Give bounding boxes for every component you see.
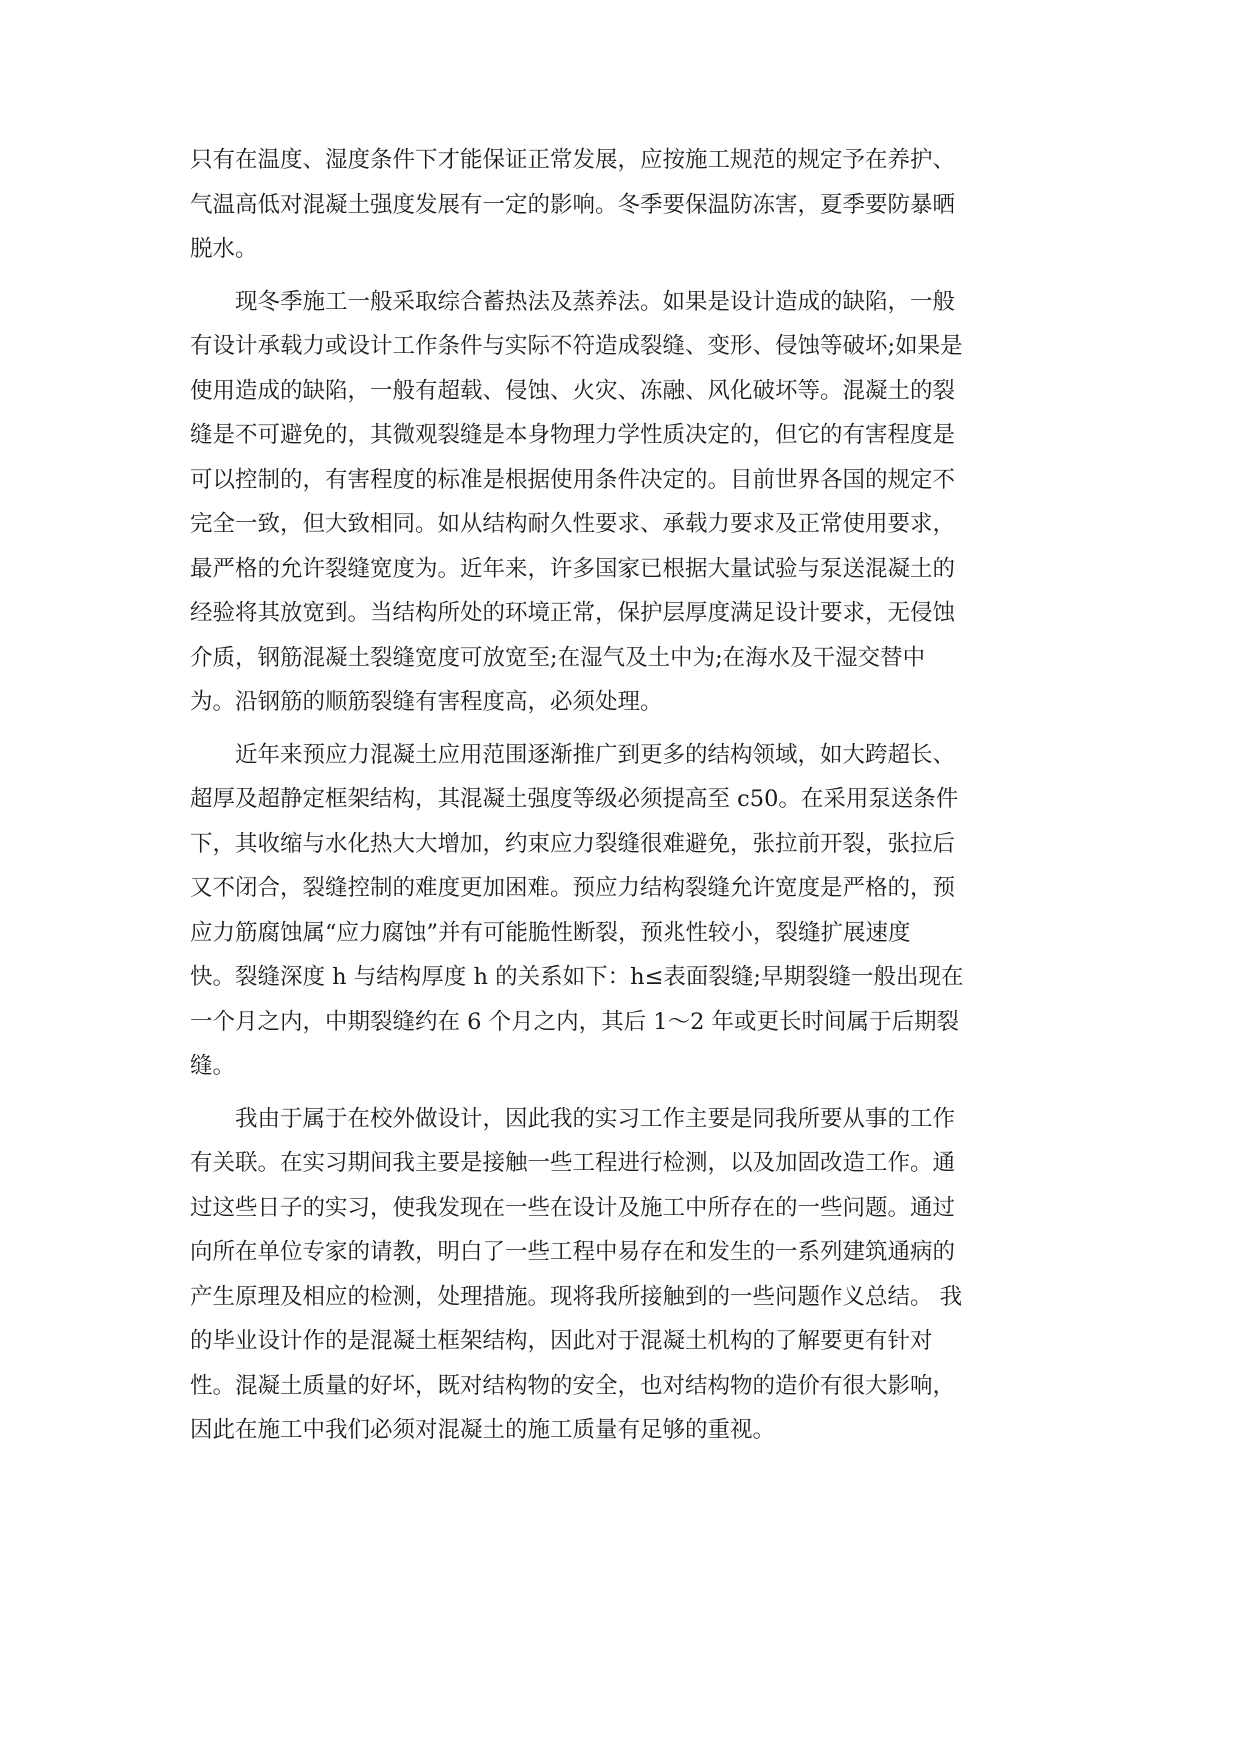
text-line: 应力筋腐蚀属“应力腐蚀”并有可能脆性断裂，预兆性较小，裂缝扩展速度 [190, 919, 911, 946]
text-line: 只有在温度、湿度条件下才能保证正常发展，应按施工规范的规定予在养护、 [190, 147, 956, 173]
paragraph-1 [190, 138, 1050, 272]
text-line: 有关联。在实习期间我主要是接触一些工程进行检测，以及加固改造工作。通 [190, 1150, 956, 1176]
text-line: 可以控制的，有害程度的标准是根据使用条件决定的。目前世界各国的规定不 [190, 466, 956, 493]
paragraph-gap [190, 272, 1050, 280]
text-line: 过这些日子的实习，使我发现在一些在设计及施工中所存在的一些问题。通过 [190, 1194, 956, 1221]
text-line: 有设计承载力或设计工作条件与实际不符造成裂缝、变形、侵蚀等破坏;如果是 [190, 333, 963, 359]
paragraph-gap [190, 1089, 1050, 1097]
paragraph-4 [190, 1097, 1050, 1453]
text-line: 完全一致，但大致相同。如从结构耐久性要求、承载力要求及正常使用要求， [190, 511, 956, 537]
text-line: 缝是不可避免的，其微观裂缝是本身物理力学性质决定的，但它的有害程度是 [190, 422, 956, 448]
text-line: 因此在施工中我们必须对混凝土的施工质量有足够的重视。 [190, 1417, 776, 1443]
text-line: 最严格的允许裂缝宽度为。近年来，许多国家已根据大量试验与泵送混凝土的 [190, 555, 956, 582]
paragraph-3 [190, 733, 1050, 1089]
text-line: 现冬季施工一般采取综合蓄热法及蒸养法。如果是设计造成的缺陷，一般 [235, 288, 956, 315]
text-line: 使用造成的缺陷，一般有超载、侵蚀、火灾、冻融、风化破坏等。混凝土的裂 [190, 377, 956, 404]
text-line: 经验将其放宽到。当结构所处的环境正常，保护层厚度满足设计要求，无侵蚀 [190, 600, 956, 626]
text-line: 脱水。 [190, 236, 258, 262]
text-line: 一个月之内，中期裂缝约在 6 个月之内，其后 1～2 年或更长时间属于后期裂 [190, 1008, 960, 1035]
paragraph-2 [190, 280, 1050, 725]
text-line: 向所在单位专家的请教，明白了一些工程中易存在和发生的一系列建筑通病的 [190, 1239, 956, 1265]
text-line: 超厚及超静定框架结构，其混凝土强度等级必须提高至 c50。在采用泵送条件 [190, 786, 959, 812]
text-line: 介质，钢筋混凝土裂缝宽度可放宽至;在湿气及土中为;在海水及干湿交替中 [190, 644, 926, 671]
text-line: 快。裂缝深度 h 与结构厚度 h 的关系如下：h≤表面裂缝;早期裂缝一般出现在 [190, 964, 964, 990]
text-line: 下，其收缩与水化热大大增加，约束应力裂缝很难避免，张拉前开裂，张拉后 [190, 830, 956, 857]
document-body [190, 138, 1050, 1453]
text-line: 性。混凝土质量的好坏，既对结构物的安全，也对结构物的造价有很大影响， [190, 1372, 956, 1399]
text-line: 产生原理及相应的检测，处理措施。现将我所接触到的一些问题作义总结。 我 [190, 1283, 963, 1310]
paragraph-gap [190, 725, 1050, 733]
text-line: 我由于属于在校外做设计，因此我的实习工作主要是同我所要从事的工作 [235, 1105, 956, 1132]
text-line: 的毕业设计作的是混凝土框架结构，因此对于混凝土机构的了解要更有针对 [190, 1328, 933, 1354]
text-line: 近年来预应力混凝土应用范围逐渐推广到更多的结构领域，如大跨超长、 [235, 741, 956, 768]
text-line: 缝。 [190, 1053, 236, 1079]
text-line: 气温高低对混凝土强度发展有一定的影响。冬季要保温防冻害，夏季要防暴晒 [190, 191, 956, 218]
text-line: 又不闭合，裂缝控制的难度更加困难。预应力结构裂缝允许宽度是严格的，预 [190, 875, 956, 901]
text-line: 为。沿钢筋的顺筋裂缝有害程度高，必须处理。 [190, 689, 663, 715]
